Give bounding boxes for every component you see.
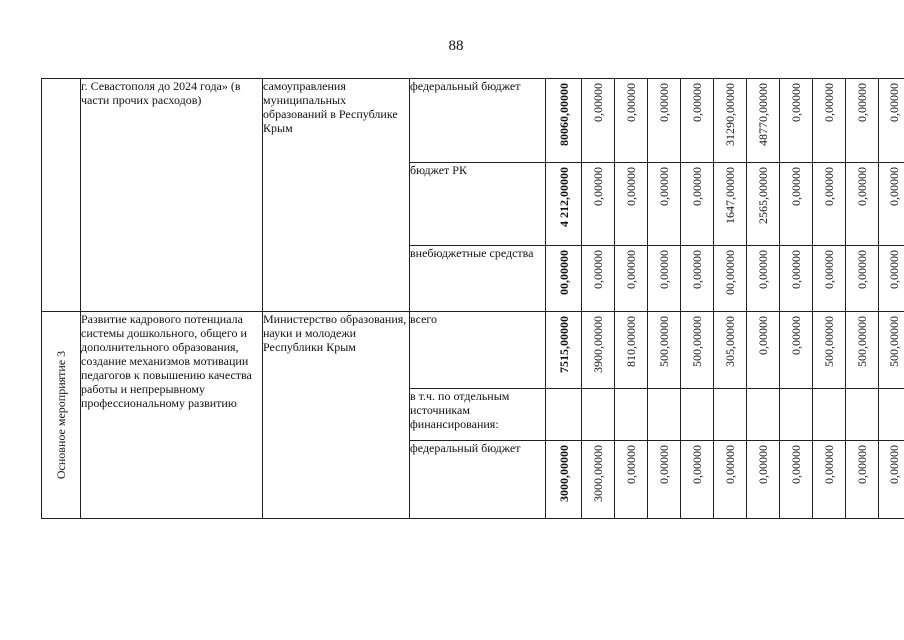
- year-cell: [714, 163, 747, 246]
- year-cell: [681, 163, 714, 246]
- year-cell: [813, 163, 846, 246]
- year-value: 0,00000: [789, 250, 803, 289]
- year-value: 500,00000: [657, 316, 671, 367]
- year-cell: [813, 246, 846, 312]
- total-cell: [546, 79, 582, 163]
- year-cell: [681, 246, 714, 312]
- year-value: 0,00000: [591, 83, 605, 122]
- year-cell: [714, 312, 747, 389]
- year-value: 0,00000: [690, 167, 704, 206]
- year-cell: [681, 441, 714, 519]
- year-cell: [780, 312, 813, 389]
- year-value: 48770,00000: [756, 83, 770, 146]
- year-cell: [813, 312, 846, 389]
- total-cell: [546, 246, 582, 312]
- year-value: 0,00000: [690, 445, 704, 484]
- year-cell: [879, 163, 904, 246]
- year-value: 0,00000: [822, 167, 836, 206]
- year-value: 1647,00000: [723, 167, 737, 224]
- total-value: 3000,00000: [556, 445, 571, 502]
- year-cell: [714, 389, 747, 441]
- table-row: [42, 312, 904, 389]
- budget-table: [41, 78, 904, 519]
- year-value: 0,00000: [756, 445, 770, 484]
- year-value: 3900,00000: [591, 316, 605, 373]
- year-value: 0,00000: [657, 250, 671, 289]
- year-value: 0,00000: [855, 250, 869, 289]
- year-cell: [648, 246, 681, 312]
- measure-name: Развитие кадрового потенциала системы дошкольного, общего и дополнительного образования, создание механизмов мотивации педагогов к повышению качества работы и непрерывному профессиональному развитию: [81, 312, 263, 519]
- year-value: 0,00000: [887, 83, 901, 122]
- year-value: 2565,00000: [756, 167, 770, 224]
- year-value: 0,00000: [756, 250, 770, 289]
- year-value: 00,00000: [723, 250, 737, 295]
- year-value: 0,00000: [789, 445, 803, 484]
- measure-number: Основное мероприятие 3: [54, 350, 68, 480]
- year-cell: [813, 389, 846, 441]
- year-cell: [615, 79, 648, 163]
- year-cell: [780, 441, 813, 519]
- year-value: 0,00000: [690, 250, 704, 289]
- year-cell: [582, 163, 615, 246]
- year-value: 0,00000: [624, 250, 638, 289]
- year-cell: [615, 389, 648, 441]
- year-cell: [846, 163, 879, 246]
- year-value: 0,00000: [887, 250, 901, 289]
- year-cell: [582, 246, 615, 312]
- year-cell: [747, 163, 780, 246]
- year-cell: [681, 389, 714, 441]
- year-cell: [879, 246, 904, 312]
- year-value: 0,00000: [657, 83, 671, 122]
- year-cell: [747, 312, 780, 389]
- year-value: 0,00000: [657, 167, 671, 206]
- year-cell: [780, 79, 813, 163]
- total-value: 80060,00000: [556, 83, 571, 146]
- year-value: 0,00000: [657, 445, 671, 484]
- year-cell: [648, 389, 681, 441]
- year-value: 810,00000: [624, 316, 638, 367]
- year-value: 0,00000: [624, 83, 638, 122]
- measure-number-cell: [42, 79, 81, 312]
- year-cell: [780, 246, 813, 312]
- year-cell: [780, 389, 813, 441]
- year-value: 0,00000: [855, 83, 869, 122]
- year-value: 0,00000: [789, 316, 803, 355]
- year-cell: [648, 312, 681, 389]
- year-value: 0,00000: [624, 167, 638, 206]
- year-cell: [615, 163, 648, 246]
- year-value: 0,00000: [789, 167, 803, 206]
- year-cell: [813, 441, 846, 519]
- year-value: 0,00000: [690, 83, 704, 122]
- year-value: 500,00000: [887, 316, 901, 367]
- year-value: 0,00000: [723, 445, 737, 484]
- total-cell: [546, 389, 582, 441]
- year-value: 0,00000: [822, 250, 836, 289]
- year-value: 0,00000: [789, 83, 803, 122]
- measure-number-cell: [42, 312, 81, 519]
- funding-source: всего: [410, 312, 546, 389]
- year-value: 500,00000: [855, 316, 869, 367]
- year-cell: [714, 246, 747, 312]
- executor-name: Министерство образования, науки и молодежи Республики Крым: [263, 312, 410, 519]
- year-cell: [846, 312, 879, 389]
- year-value: 0,00000: [887, 167, 901, 206]
- year-cell: [681, 79, 714, 163]
- year-cell: [615, 312, 648, 389]
- year-cell: [714, 441, 747, 519]
- year-cell: [648, 163, 681, 246]
- year-value: 0,00000: [591, 167, 605, 206]
- year-cell: [846, 246, 879, 312]
- year-cell: [879, 389, 904, 441]
- year-cell: [747, 441, 780, 519]
- year-cell: [747, 389, 780, 441]
- executor-name: самоуправления муниципальных образований в Республике Крым: [263, 79, 410, 312]
- total-cell: [546, 163, 582, 246]
- year-value: 31290,00000: [723, 83, 737, 146]
- page-number: 88: [448, 38, 464, 54]
- year-cell: [846, 441, 879, 519]
- year-cell: [681, 312, 714, 389]
- year-value: 0,00000: [887, 445, 901, 484]
- year-cell: [615, 441, 648, 519]
- year-cell: [714, 79, 747, 163]
- year-value: 0,00000: [855, 445, 869, 484]
- year-value: 305,00000: [723, 316, 737, 367]
- year-cell: [648, 79, 681, 163]
- year-cell: [846, 389, 879, 441]
- funding-source: федеральный бюджет: [410, 441, 546, 519]
- year-value: 0,00000: [822, 83, 836, 122]
- year-cell: [582, 389, 615, 441]
- year-cell: [747, 79, 780, 163]
- year-cell: [648, 441, 681, 519]
- total-value: 00,00000: [556, 250, 571, 295]
- year-cell: [846, 79, 879, 163]
- year-value: 0,00000: [855, 167, 869, 206]
- year-value: 500,00000: [822, 316, 836, 367]
- measure-name: г. Севастополя до 2024 года» (в части прочих расходов): [81, 79, 263, 312]
- funding-source: бюджет РК: [410, 163, 546, 246]
- year-cell: [582, 312, 615, 389]
- year-value: 0,00000: [624, 445, 638, 484]
- total-value: 7515,00000: [556, 316, 571, 373]
- year-cell: [780, 163, 813, 246]
- total-cell: [546, 312, 582, 389]
- funding-source: федеральный бюджет: [410, 79, 546, 163]
- year-cell: [879, 441, 904, 519]
- year-cell: [879, 79, 904, 163]
- total-value: 4 212,00000: [556, 167, 571, 227]
- year-cell: [582, 79, 615, 163]
- year-value: 0,00000: [591, 250, 605, 289]
- year-cell: [582, 441, 615, 519]
- funding-source: в т.ч. по отдельным источникам финансирования:: [410, 389, 546, 441]
- total-cell: [546, 441, 582, 519]
- year-cell: [879, 312, 904, 389]
- year-cell: [747, 246, 780, 312]
- year-value: 3000,00000: [591, 445, 605, 502]
- table-row: [42, 79, 904, 163]
- year-value: 500,00000: [690, 316, 704, 367]
- year-value: 0,00000: [756, 316, 770, 355]
- year-cell: [813, 79, 846, 163]
- year-value: 0,00000: [822, 445, 836, 484]
- year-cell: [615, 246, 648, 312]
- funding-source: внебюджетные средства: [410, 246, 546, 312]
